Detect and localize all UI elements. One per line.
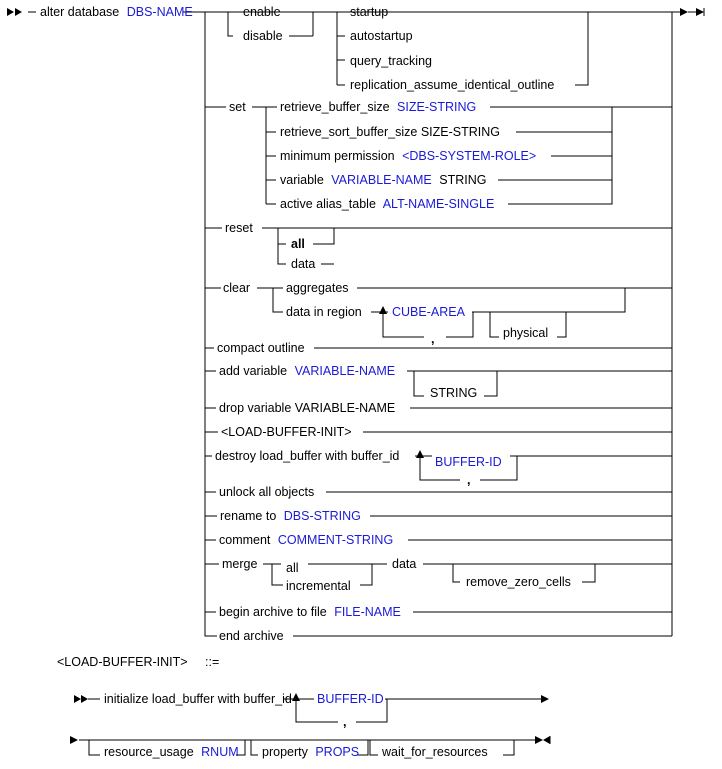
dbs-name-variable: DBS-NAME	[126, 5, 193, 19]
svg-text:comment COMMENT-STRING	[219, 533, 393, 547]
dbs-system-role-variable: <DBS-SYSTEM-ROLE>	[402, 149, 537, 163]
remove-zero-cells-keyword: remove_zero_cells	[466, 575, 571, 589]
merge-keyword: merge	[222, 557, 258, 571]
load-buffer-init-reference: <LOAD-BUFFER-INIT>	[221, 425, 352, 439]
add-variable-name-variable: VARIABLE-NAME	[294, 364, 396, 378]
comma-separator: ,	[467, 473, 471, 487]
clear-keyword: clear	[223, 281, 251, 295]
destroy-buffer-id-variable: BUFFER-ID	[435, 455, 502, 469]
cube-area-variable: CUBE-AREA	[392, 305, 465, 319]
merge-all-keyword: all	[286, 561, 299, 575]
wait-for-resources-keyword: wait_for_resources	[382, 745, 488, 759]
resource-usage-keyword: resource_usage	[104, 745, 194, 759]
svg-text:property PROPS	[262, 745, 359, 759]
merge-data-keyword: data	[392, 557, 417, 571]
disable-keyword: disable	[243, 29, 283, 43]
compact-outline-keyword: compact outline	[217, 341, 305, 355]
svg-text:rename to DBS-STRING	[220, 509, 361, 523]
variable-name-variable: VARIABLE-NAME	[331, 173, 432, 187]
repeat-arrow-icon	[379, 306, 387, 314]
continue-arrow-icon	[541, 695, 549, 703]
rename-to-keyword: rename to	[220, 509, 277, 523]
property-keyword: property	[262, 745, 308, 759]
continue-arrow-icon	[70, 736, 78, 744]
svg-text:variable VARIABLE-NAME	[280, 173, 486, 187]
alter-database-keyword: alter database	[40, 5, 120, 19]
end-arrow-icon	[535, 736, 550, 744]
variable-keyword: variable	[280, 173, 324, 187]
reset-data-keyword: data	[291, 257, 316, 271]
query-tracking-keyword: query_tracking	[350, 54, 432, 68]
svg-text:minimum permission <DBS-SY	[280, 149, 536, 163]
svg-text:begin archive to file FILE	[219, 605, 401, 619]
merge-incremental-keyword: incremental	[286, 579, 351, 593]
svg-text:add variable VARIABLE-NAME	[219, 364, 395, 378]
string-keyword: STRING	[439, 173, 487, 187]
definition-buffer-id-variable: BUFFER-ID	[317, 692, 384, 706]
replication-keyword: replication_assume_identical_outline	[350, 78, 555, 92]
reset-keyword: reset	[225, 221, 253, 235]
add-variable-keyword: add variable	[219, 364, 288, 378]
repeat-arrow-icon	[292, 693, 300, 701]
comma-separator: ,	[431, 332, 435, 346]
enable-keyword: enable	[243, 5, 281, 19]
comment-string-variable: COMMENT-STRING	[277, 533, 394, 547]
svg-text:alter database DBS-NAME	[40, 5, 193, 19]
destroy-load-buffer-keyword: destroy load_buffer with buffer_id	[215, 449, 400, 463]
svg-text:active alias_table ALT-NAM	[280, 197, 494, 211]
alt-name-single-variable: ALT-NAME-SINGLE	[382, 197, 495, 211]
props-variable: PROPS	[315, 745, 360, 759]
drop-variable-keyword: drop variable VARIABLE-NAME	[219, 401, 396, 415]
reset-all-keyword: all	[291, 237, 305, 251]
physical-keyword: physical	[503, 326, 549, 340]
minimum-permission-keyword: minimum permission	[280, 149, 395, 163]
autostartup-keyword: autostartup	[350, 29, 413, 43]
comment-keyword: comment	[219, 533, 271, 547]
active-alias-table-keyword: active alias_table	[280, 197, 376, 211]
size-string-variable: SIZE-STRING	[397, 100, 477, 114]
startup-keyword: startup	[350, 5, 389, 19]
aggregates-keyword: aggregates	[286, 281, 349, 295]
dbs-string-variable: DBS-STRING	[283, 509, 361, 523]
begin-archive-keyword: begin archive to file	[219, 605, 327, 619]
start-arrow-icon	[74, 695, 88, 703]
set-keyword: set	[229, 100, 246, 114]
data-in-region-keyword: data in region	[286, 305, 362, 319]
retrieve-sort-buffer-keyword: retrieve_sort_buffer_size SIZE-STRING	[280, 125, 500, 139]
retrieve-buffer-size-keyword: retrieve_buffer_size	[280, 100, 390, 114]
svg-text:retrieve_buffer_size SIZE-	[280, 100, 476, 114]
add-string-keyword: STRING	[430, 386, 478, 400]
repeat-arrow-icon	[416, 450, 424, 458]
unlock-keyword: unlock all objects	[219, 485, 315, 499]
initialize-load-buffer-keyword: initialize load_buffer with buffer_id	[104, 692, 292, 706]
end-archive-keyword: end archive	[219, 629, 284, 643]
svg-text:resource_usage RNUM	[104, 745, 239, 759]
start-arrow-icon	[7, 8, 22, 16]
file-name-variable: FILE-NAME	[334, 605, 401, 619]
definition-operator: ::=	[205, 655, 220, 669]
rnum-variable: RNUM	[201, 745, 239, 759]
comma-separator: ,	[343, 715, 347, 729]
definition-name: <LOAD-BUFFER-INIT>	[57, 655, 188, 669]
